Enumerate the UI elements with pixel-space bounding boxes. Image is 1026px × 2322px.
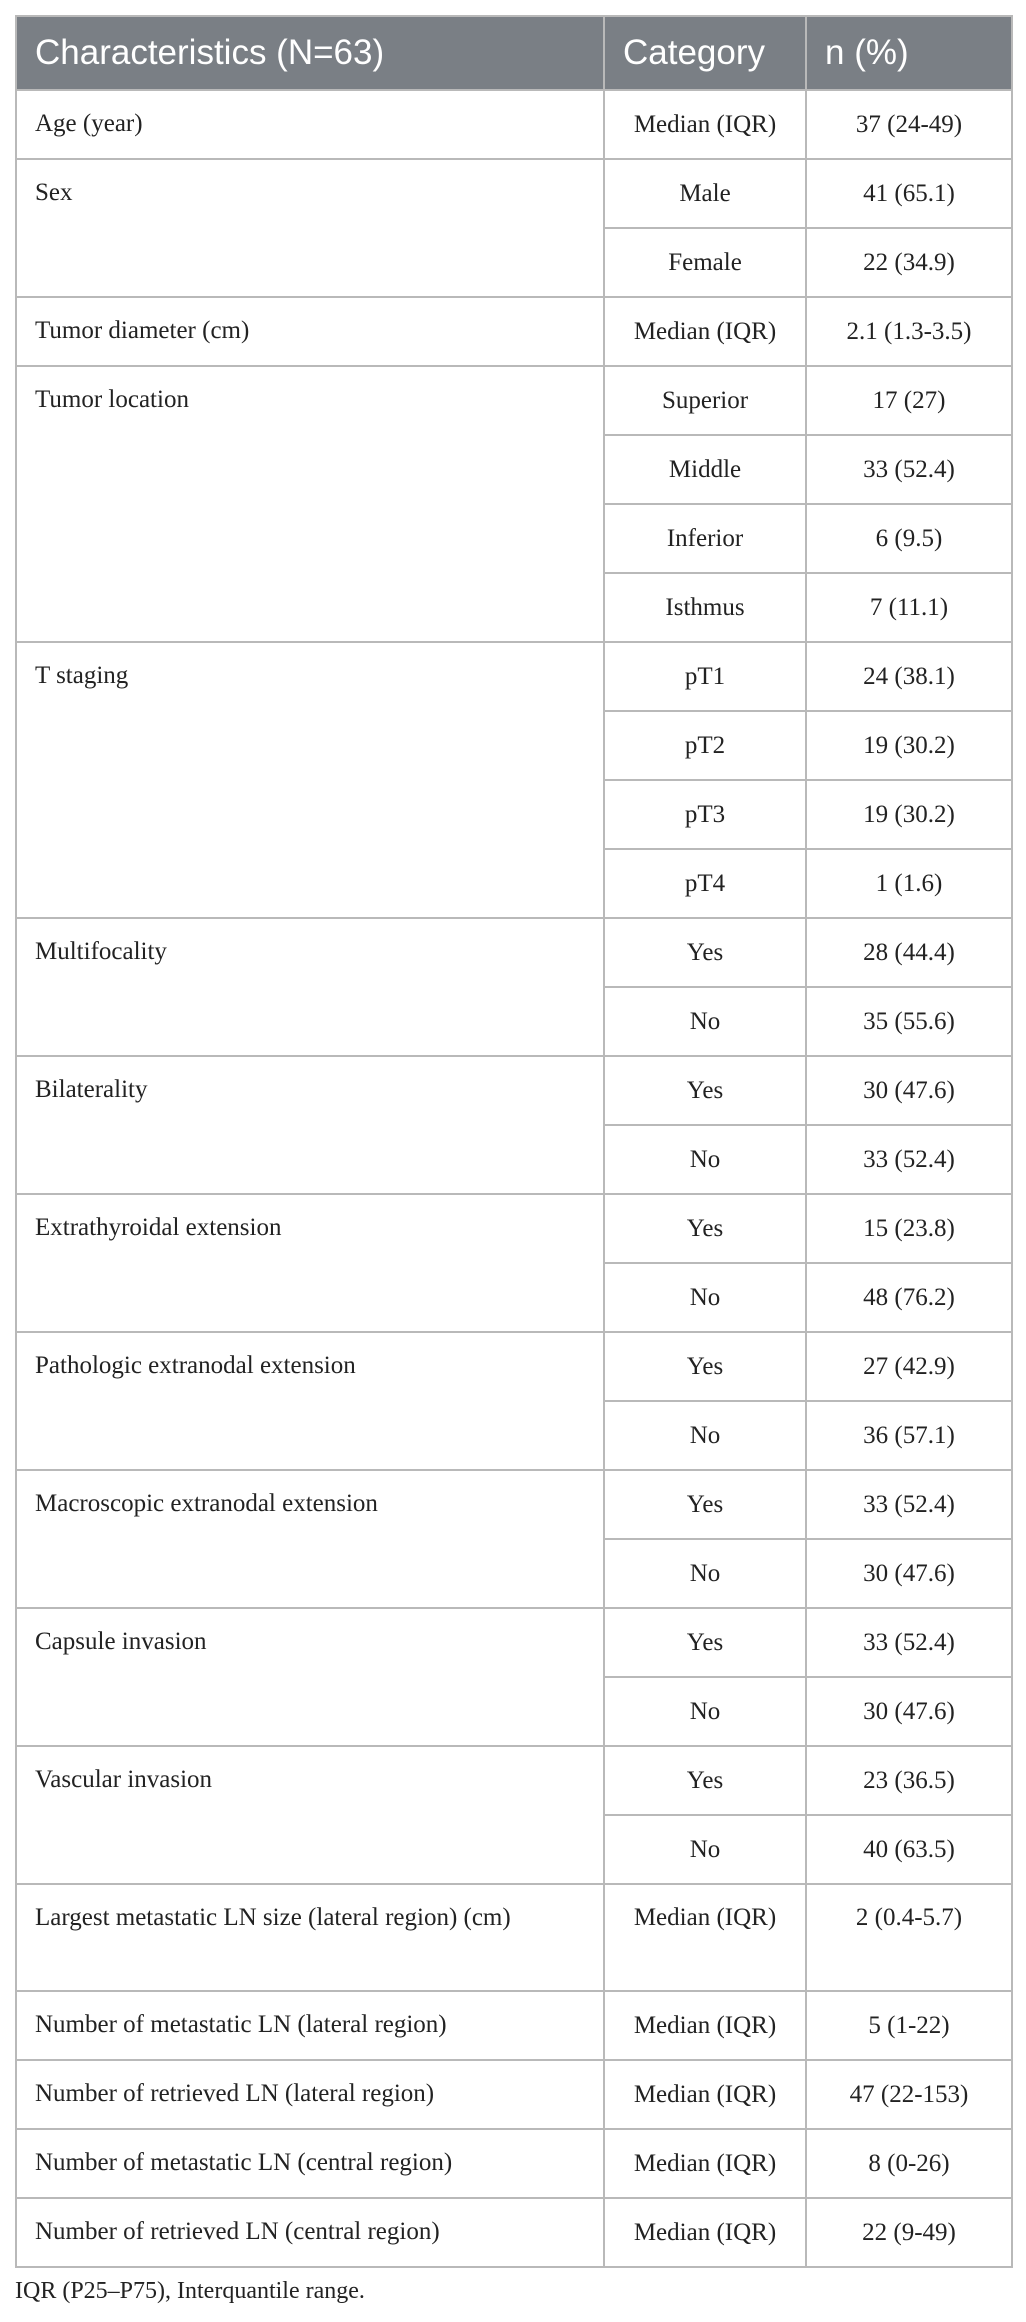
- characteristic-cell: T staging: [16, 642, 604, 918]
- table-body: [16, 90, 1012, 2267]
- value-cell: 27 (42.9): [806, 1332, 1012, 1401]
- characteristic-cell: Extrathyroidal extension: [16, 1194, 604, 1332]
- category-cell: No: [604, 1263, 806, 1332]
- table-row: [16, 297, 1012, 366]
- table-row: [16, 159, 1012, 228]
- value-cell: 19 (30.2): [806, 780, 1012, 849]
- category-cell: pT3: [604, 780, 806, 849]
- value-cell: 24 (38.1): [806, 642, 1012, 711]
- characteristic-cell: Capsule invasion: [16, 1608, 604, 1746]
- characteristic-cell: Number of metastatic LN (central region): [16, 2129, 604, 2198]
- value-cell: 7 (11.1): [806, 573, 1012, 642]
- value-cell: 6 (9.5): [806, 504, 1012, 573]
- characteristics-table: [15, 15, 1013, 2268]
- category-cell: Median (IQR): [604, 90, 806, 159]
- table-row: [16, 2129, 1012, 2198]
- table-row: [16, 2060, 1012, 2129]
- characteristic-cell: Tumor location: [16, 366, 604, 642]
- characteristic-cell: Number of retrieved LN (lateral region): [16, 2060, 604, 2129]
- value-cell: 36 (57.1): [806, 1401, 1012, 1470]
- table-row: [16, 1608, 1012, 1677]
- category-cell: No: [604, 1677, 806, 1746]
- category-cell: No: [604, 1815, 806, 1884]
- value-cell: 17 (27): [806, 366, 1012, 435]
- value-cell: 15 (23.8): [806, 1194, 1012, 1263]
- characteristic-cell: Sex: [16, 159, 604, 297]
- table-row: [16, 642, 1012, 711]
- category-cell: Yes: [604, 1470, 806, 1539]
- characteristic-cell: Age (year): [16, 90, 604, 159]
- value-cell: 47 (22-153): [806, 2060, 1012, 2129]
- value-cell: 33 (52.4): [806, 435, 1012, 504]
- value-cell: 23 (36.5): [806, 1746, 1012, 1815]
- category-cell: Yes: [604, 1056, 806, 1125]
- value-cell: 2.1 (1.3-3.5): [806, 297, 1012, 366]
- category-cell: Median (IQR): [604, 1884, 806, 1991]
- characteristics-table-container: [15, 15, 1011, 2268]
- table-row: [16, 1746, 1012, 1815]
- table-row: [16, 1332, 1012, 1401]
- category-cell: Inferior: [604, 504, 806, 573]
- value-cell: 41 (65.1): [806, 159, 1012, 228]
- category-cell: Median (IQR): [604, 2198, 806, 2267]
- characteristic-cell: Number of metastatic LN (lateral region): [16, 1991, 604, 2060]
- table-footnote: IQR (P25–P75), Interquantile range.: [15, 2278, 365, 2304]
- category-cell: No: [604, 987, 806, 1056]
- table-row: [16, 1194, 1012, 1263]
- category-cell: Median (IQR): [604, 2060, 806, 2129]
- characteristic-cell: Bilaterality: [16, 1056, 604, 1194]
- value-cell: 33 (52.4): [806, 1470, 1012, 1539]
- table-row: [16, 1470, 1012, 1539]
- category-cell: Median (IQR): [604, 1991, 806, 2060]
- header-row: [16, 16, 1012, 90]
- value-cell: 2 (0.4-5.7): [806, 1884, 1012, 1991]
- table-row: [16, 1056, 1012, 1125]
- value-cell: 33 (52.4): [806, 1125, 1012, 1194]
- category-cell: Yes: [604, 918, 806, 987]
- value-cell: 19 (30.2): [806, 711, 1012, 780]
- characteristic-cell: Multifocality: [16, 918, 604, 1056]
- value-cell: 37 (24-49): [806, 90, 1012, 159]
- characteristic-cell: Number of retrieved LN (central region): [16, 2198, 604, 2267]
- table-row: [16, 366, 1012, 435]
- value-cell: 30 (47.6): [806, 1539, 1012, 1608]
- characteristic-cell: Pathologic extranodal extension: [16, 1332, 604, 1470]
- category-cell: No: [604, 1539, 806, 1608]
- category-cell: Male: [604, 159, 806, 228]
- value-cell: 8 (0-26): [806, 2129, 1012, 2198]
- category-cell: Yes: [604, 1746, 806, 1815]
- header-category: Category: [604, 16, 806, 90]
- value-cell: 22 (34.9): [806, 228, 1012, 297]
- header-n-percent: n (%): [806, 16, 1012, 90]
- characteristic-cell: Tumor diameter (cm): [16, 297, 604, 366]
- table-row: [16, 1991, 1012, 2060]
- value-cell: 5 (1-22): [806, 1991, 1012, 2060]
- table-row: [16, 90, 1012, 159]
- characteristic-cell: Largest metastatic LN size (lateral region) (cm): [16, 1884, 604, 1991]
- category-cell: Middle: [604, 435, 806, 504]
- value-cell: 22 (9-49): [806, 2198, 1012, 2267]
- category-cell: Median (IQR): [604, 297, 806, 366]
- value-cell: 1 (1.6): [806, 849, 1012, 918]
- value-cell: 30 (47.6): [806, 1056, 1012, 1125]
- category-cell: Yes: [604, 1194, 806, 1263]
- table-row: [16, 918, 1012, 987]
- category-cell: Yes: [604, 1332, 806, 1401]
- category-cell: pT1: [604, 642, 806, 711]
- table-row: [16, 2198, 1012, 2267]
- table-header: [16, 16, 1012, 90]
- value-cell: 28 (44.4): [806, 918, 1012, 987]
- table-row: [16, 1884, 1012, 1991]
- value-cell: 48 (76.2): [806, 1263, 1012, 1332]
- value-cell: 40 (63.5): [806, 1815, 1012, 1884]
- category-cell: Yes: [604, 1608, 806, 1677]
- characteristic-cell: Vascular invasion: [16, 1746, 604, 1884]
- value-cell: 35 (55.6): [806, 987, 1012, 1056]
- header-characteristics: Characteristics (N=63): [16, 16, 604, 90]
- category-cell: No: [604, 1401, 806, 1470]
- category-cell: Median (IQR): [604, 2129, 806, 2198]
- value-cell: 30 (47.6): [806, 1677, 1012, 1746]
- category-cell: Isthmus: [604, 573, 806, 642]
- category-cell: pT4: [604, 849, 806, 918]
- category-cell: pT2: [604, 711, 806, 780]
- category-cell: Superior: [604, 366, 806, 435]
- category-cell: No: [604, 1125, 806, 1194]
- characteristic-cell: Macroscopic extranodal extension: [16, 1470, 604, 1608]
- value-cell: 33 (52.4): [806, 1608, 1012, 1677]
- category-cell: Female: [604, 228, 806, 297]
